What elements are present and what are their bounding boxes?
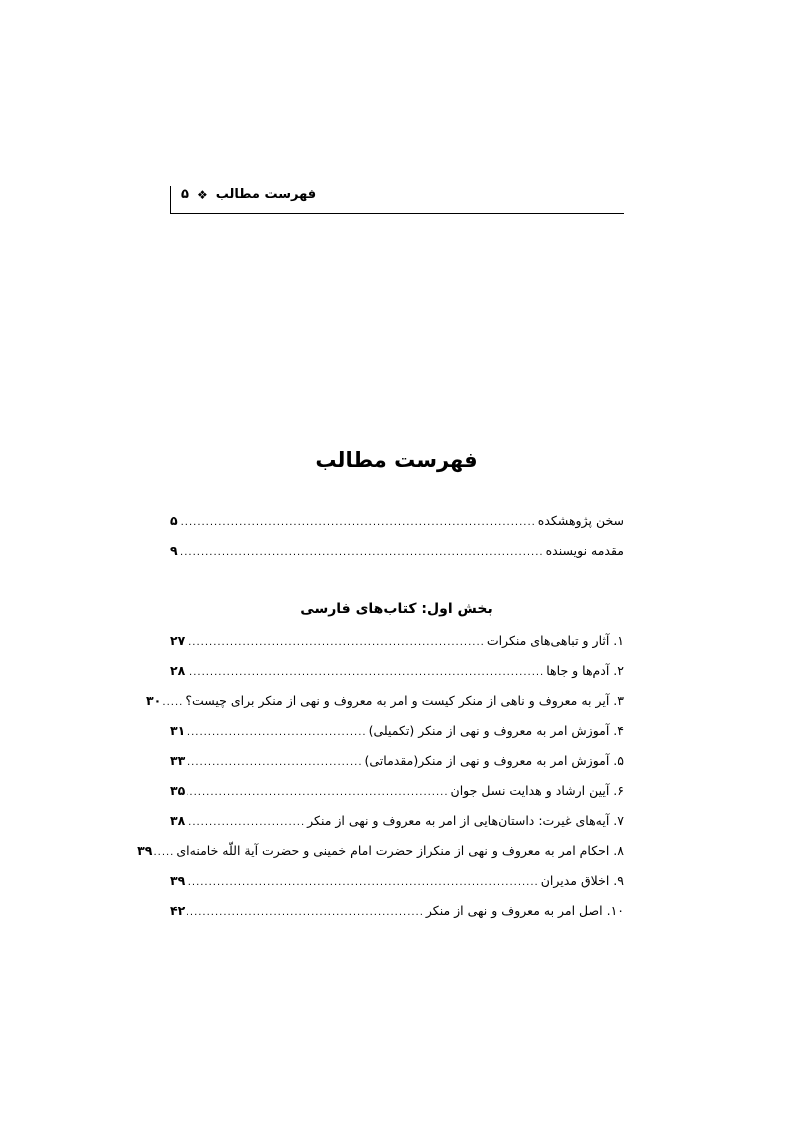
dot-leader [187, 752, 362, 774]
toc-entry[interactable] [170, 660, 624, 682]
toc-entry-page: ۲۸ [170, 663, 186, 678]
toc-entry[interactable] [170, 630, 624, 652]
toc-entry[interactable] [170, 540, 624, 562]
dot-leader [163, 692, 183, 714]
toc-entry-text: ۳. آیر به معروف و ناهی از منکر کیست و امر به معروف و نهی از منکر برای چیست؟ [185, 693, 624, 708]
toc-entry[interactable] [137, 840, 624, 862]
toc-entry-page: ۳۳ [170, 753, 186, 768]
running-head-content [181, 187, 316, 202]
toc-entry-page: ۳۱ [170, 723, 186, 738]
toc-entry[interactable] [170, 720, 624, 742]
toc-entry[interactable] [170, 900, 624, 922]
toc-entry[interactable] [170, 750, 624, 772]
toc-entry[interactable] [146, 690, 624, 712]
toc-entry-text: ۲. آدم‌ها و جاها [546, 663, 624, 678]
toc-entry-text: ۱۰. اصل امر به معروف و نهی از منکر [425, 903, 624, 918]
toc-entry-page: ۳۹ [137, 843, 153, 858]
toc-entry-text: ۶. آیین ارشاد و هدایت نسل جوان [450, 783, 624, 798]
running-head-title: فهرست مطالب [215, 187, 317, 202]
dot-leader [180, 542, 544, 564]
toc-entry-text: ۵. آموزش امر به معروف و نهی از منکر(مقدماتی) [364, 753, 624, 768]
toc-entry[interactable] [170, 780, 624, 802]
running-head [170, 186, 624, 214]
dot-leader [187, 662, 544, 684]
dot-leader [187, 902, 424, 924]
dot-leader [187, 722, 366, 744]
toc-entry-text: ۸. احکام امر به معروف و نهی از منکراز حضرت امام خمینی و حضرت آیة اللّه خامنه‌ای [176, 843, 624, 858]
toc-entry-page: ۳۰ [146, 693, 162, 708]
toc-entry[interactable] [170, 810, 624, 832]
toc-entry-page: ۵ [170, 513, 178, 528]
page-title: فهرست مطالب [315, 448, 478, 472]
dot-leader [187, 632, 485, 654]
toc-entry-text: ۷. آیه‌های غیرت: داستان‌هایی از امر به معروف و نهی از منکر [307, 813, 624, 828]
toc-entry-page: ۹ [170, 543, 178, 558]
toc-entry-page: ۴۲ [170, 903, 186, 918]
toc-entry-text: مقدمه نویسنده [545, 543, 624, 558]
dot-leader [187, 782, 448, 804]
running-head-page-number: ۵ [181, 187, 189, 202]
dot-leader [180, 512, 536, 534]
toc-entry-text: ۴. آموزش امر به معروف و نهی از منکر (تکمیلی) [368, 723, 624, 738]
dot-leader [154, 842, 174, 864]
toc-entry-text: ۹. اخلاق مدیران [540, 873, 624, 888]
ornament-icon: ❖ [196, 187, 208, 202]
section-heading: بخش اول: کتاب‌های فارسی [300, 601, 493, 617]
toc-entry-page: ۳۵ [170, 783, 186, 798]
dot-leader [187, 872, 538, 894]
toc-entry[interactable] [170, 870, 624, 892]
toc-entry[interactable] [170, 510, 624, 532]
dot-leader [187, 812, 305, 834]
toc-entry-page: ۲۷ [170, 633, 186, 648]
toc-entry-text: سخن پژوهشکده [537, 513, 624, 528]
toc-entry-page: ۳۹ [170, 873, 186, 888]
toc-entry-text: ۱. آثار و تباهی‌های منکرات [486, 633, 624, 648]
toc-entry-page: ۳۸ [170, 813, 186, 828]
